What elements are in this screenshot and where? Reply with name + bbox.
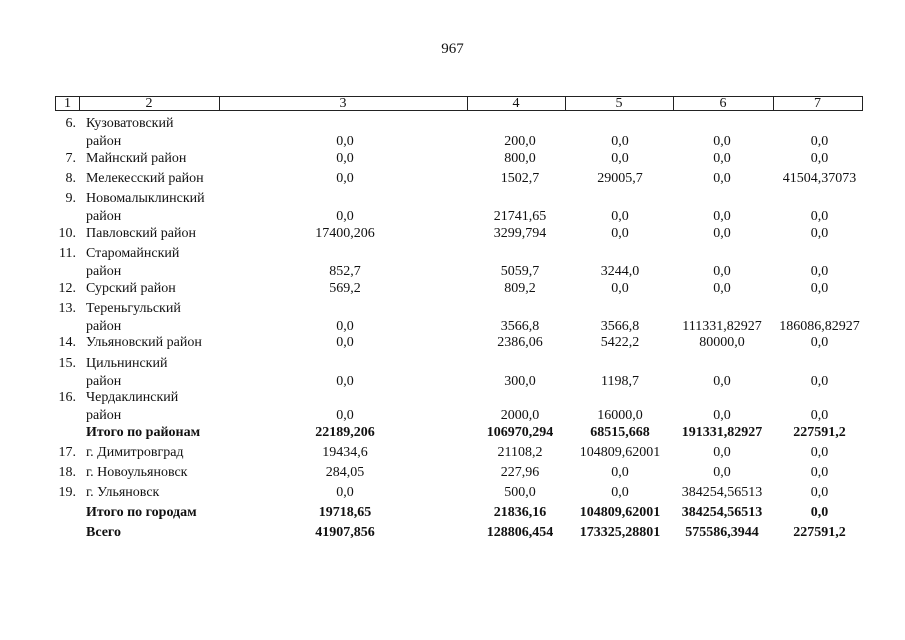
value-cell: 0,0 xyxy=(611,485,629,500)
value-cell: 0,0 xyxy=(336,209,354,224)
value-cell: 569,2 xyxy=(329,281,361,296)
value-cell: 200,0 xyxy=(504,134,536,149)
value-cell: 128806,454 xyxy=(486,525,554,540)
value-cell: 0,0 xyxy=(336,485,354,500)
row-number: 8. xyxy=(65,171,76,186)
value-cell: 0,0 xyxy=(611,134,629,149)
row-name: район xyxy=(86,374,122,389)
value-cell: 0,0 xyxy=(336,335,354,350)
table-row xyxy=(0,424,905,444)
value-cell: 80000,0 xyxy=(699,335,745,350)
table-row xyxy=(0,150,905,170)
value-cell: 384254,56513 xyxy=(681,485,763,500)
table-row xyxy=(0,170,905,190)
row-number: 11. xyxy=(59,246,76,261)
value-cell: 0,0 xyxy=(336,408,354,423)
value-cell: 0,0 xyxy=(810,209,829,224)
table-row xyxy=(0,225,905,245)
value-cell: 19718,65 xyxy=(318,505,372,520)
table-row xyxy=(0,334,905,354)
row-name: район xyxy=(86,408,122,423)
row-name: Ульяновский район xyxy=(86,335,202,350)
header-cell-6: 6 xyxy=(719,96,727,111)
row-number: 19. xyxy=(58,485,76,500)
value-cell: 227,96 xyxy=(500,465,540,480)
row-number: 7. xyxy=(65,151,76,166)
value-cell: 0,0 xyxy=(810,465,829,480)
value-cell: 1502,7 xyxy=(500,171,540,186)
value-cell: 2386,06 xyxy=(497,335,543,350)
value-cell: 0,0 xyxy=(810,408,829,423)
table-row xyxy=(0,504,905,524)
value-cell: 21108,2 xyxy=(497,445,543,460)
row-name: Тереньгульский xyxy=(86,301,181,316)
table-row xyxy=(0,115,905,149)
value-cell: 0,0 xyxy=(810,134,829,149)
value-cell: 0,0 xyxy=(713,226,731,241)
table-row xyxy=(0,355,905,389)
value-cell: 41504,37073 xyxy=(782,171,857,186)
value-cell: 0,0 xyxy=(713,445,731,460)
row-name: Кузоватовский xyxy=(86,116,174,131)
value-cell: 0,0 xyxy=(336,171,354,186)
value-cell: 0,0 xyxy=(810,335,829,350)
table-header-row xyxy=(55,96,863,111)
value-cell: 0,0 xyxy=(713,264,731,279)
value-cell: 173325,28801 xyxy=(579,525,661,540)
value-cell: 21741,65 xyxy=(493,209,547,224)
value-cell: 68515,668 xyxy=(590,425,650,440)
value-cell: 575586,3944 xyxy=(685,525,759,540)
header-cell-5: 5 xyxy=(615,96,623,111)
table-row xyxy=(0,524,905,544)
value-cell: 852,7 xyxy=(329,264,361,279)
row-name: Сурский район xyxy=(86,281,176,296)
header-cell-3: 3 xyxy=(339,96,347,111)
row-number: 9. xyxy=(65,191,76,206)
row-number: 12. xyxy=(58,281,76,296)
value-cell: 500,0 xyxy=(504,485,536,500)
value-cell: 3244,0 xyxy=(600,264,640,279)
value-cell: 0,0 xyxy=(713,151,731,166)
value-cell: 104809,62001 xyxy=(579,445,661,460)
value-cell: 0,0 xyxy=(713,281,731,296)
value-cell: 0,0 xyxy=(713,465,731,480)
value-cell: 0,0 xyxy=(336,134,354,149)
row-name: г. Димитровград xyxy=(86,445,184,460)
row-name: г. Новоульяновск xyxy=(86,465,188,480)
row-number: 13. xyxy=(58,301,76,316)
value-cell: 0,0 xyxy=(810,264,829,279)
value-cell: 300,0 xyxy=(504,374,536,389)
value-cell: 800,0 xyxy=(504,151,536,166)
value-cell: 186086,82927 xyxy=(779,319,860,334)
value-cell: 0,0 xyxy=(713,171,731,186)
row-name: Мелекесский район xyxy=(86,171,204,186)
table-row xyxy=(0,464,905,484)
value-cell: 16000,0 xyxy=(597,408,643,423)
value-cell: 0,0 xyxy=(611,209,629,224)
row-name: г. Ульяновск xyxy=(86,485,160,500)
table-row xyxy=(0,280,905,300)
table-row xyxy=(0,484,905,504)
value-cell: 104809,62001 xyxy=(579,505,661,520)
value-cell: 5422,2 xyxy=(600,335,640,350)
header-cell-2: 2 xyxy=(145,96,153,111)
value-cell: 0,0 xyxy=(810,281,829,296)
table-row xyxy=(0,300,905,334)
header-cell-7: 7 xyxy=(814,96,821,111)
value-cell: 0,0 xyxy=(336,151,354,166)
value-cell: 227591,2 xyxy=(793,525,846,540)
value-cell: 0,0 xyxy=(810,505,829,520)
value-cell: 1198,7 xyxy=(601,374,639,389)
value-cell: 0,0 xyxy=(810,151,829,166)
value-cell: 0,0 xyxy=(713,209,731,224)
row-number: 14. xyxy=(58,335,76,350)
value-cell: 3566,8 xyxy=(600,319,640,334)
row-name: Майнский район xyxy=(86,151,187,166)
page-number: 967 xyxy=(441,41,464,57)
value-cell: 41907,856 xyxy=(315,525,375,540)
row-number: 10. xyxy=(58,226,76,241)
value-cell: 29005,7 xyxy=(597,171,643,186)
value-cell: 0,0 xyxy=(713,408,731,423)
value-cell: 227591,2 xyxy=(793,425,846,440)
value-cell: 0,0 xyxy=(611,465,629,480)
value-cell: 0,0 xyxy=(810,374,829,389)
row-name: Всего xyxy=(86,525,121,540)
row-name: район xyxy=(86,319,122,334)
table-row xyxy=(0,190,905,224)
row-number: 15. xyxy=(58,356,76,371)
value-cell: 2000,0 xyxy=(500,408,540,423)
row-name: Цильнинский xyxy=(86,356,168,371)
value-cell: 384254,56513 xyxy=(681,505,763,520)
value-cell: 0,0 xyxy=(810,226,829,241)
value-cell: 0,0 xyxy=(336,319,354,334)
table-row xyxy=(0,245,905,279)
row-name: район xyxy=(86,134,122,149)
row-number: 6. xyxy=(65,116,76,131)
row-name: район xyxy=(86,209,122,224)
value-cell: 0,0 xyxy=(810,445,829,460)
value-cell: 3566,8 xyxy=(500,319,540,334)
value-cell: 22189,206 xyxy=(315,425,375,440)
row-number: 18. xyxy=(58,465,76,480)
value-cell: 0,0 xyxy=(713,134,731,149)
value-cell: 5059,7 xyxy=(500,264,540,279)
row-name: Чердаклинский xyxy=(86,390,179,405)
value-cell: 111331,82927 xyxy=(682,319,762,334)
value-cell: 0,0 xyxy=(611,281,629,296)
row-name: район xyxy=(86,264,122,279)
value-cell: 284,05 xyxy=(325,465,365,480)
value-cell: 0,0 xyxy=(713,374,731,389)
value-cell: 19434,6 xyxy=(322,445,368,460)
table-row xyxy=(0,444,905,464)
row-name: Итого по городам xyxy=(86,505,197,520)
value-cell: 0,0 xyxy=(810,485,829,500)
header-cell-4: 4 xyxy=(512,96,520,111)
row-name: Старомайнский xyxy=(86,246,180,261)
row-number: 16. xyxy=(58,390,76,405)
value-cell: 0,0 xyxy=(611,226,629,241)
value-cell: 809,2 xyxy=(504,281,536,296)
value-cell: 0,0 xyxy=(336,374,354,389)
value-cell: 191331,82927 xyxy=(681,425,763,440)
value-cell: 17400,206 xyxy=(315,226,375,241)
value-cell: 0,0 xyxy=(611,151,629,166)
row-number: 17. xyxy=(58,445,76,460)
row-name: Итого по районам xyxy=(86,425,201,440)
table-row xyxy=(0,389,905,423)
row-name: Новомалыклинский xyxy=(86,191,205,206)
value-cell: 3299,794 xyxy=(493,226,547,241)
value-cell: 21836,16 xyxy=(493,505,547,520)
row-name: Павловский район xyxy=(86,226,196,241)
value-cell: 106970,294 xyxy=(486,425,554,440)
header-cell-1: 1 xyxy=(64,96,71,111)
